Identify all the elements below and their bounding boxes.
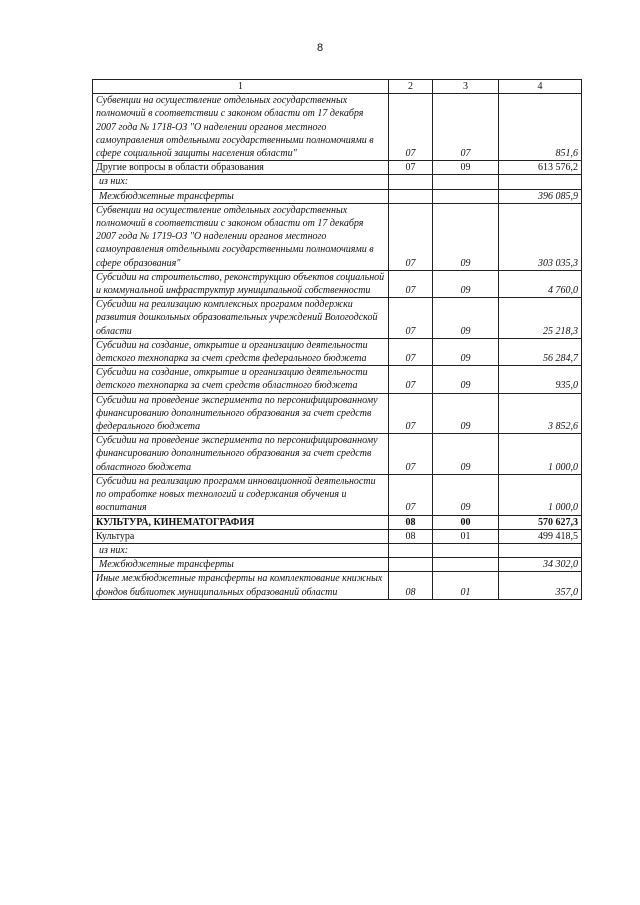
row-name-cell: Иные межбюджетные трансферты на комплектование книжных фондов библиотек муниципальных образований области <box>93 572 389 599</box>
row-subsection-cell <box>433 189 499 203</box>
table-row <box>93 175 582 189</box>
row-section-cell: 07 <box>389 270 433 297</box>
row-amount-cell: 499 418,5 <box>499 529 582 543</box>
table-row <box>93 270 582 297</box>
row-section-cell: 08 <box>389 515 433 529</box>
table-row <box>93 94 582 161</box>
table-row <box>93 572 582 599</box>
row-amount-cell: 3 852,6 <box>499 393 582 434</box>
table-row <box>93 558 582 572</box>
row-amount-cell: 1 000,0 <box>499 474 582 515</box>
row-subsection-cell: 09 <box>433 298 499 339</box>
row-section-cell: 07 <box>389 393 433 434</box>
row-amount-cell: 396 085,9 <box>499 189 582 203</box>
row-amount-cell: 935,0 <box>499 366 582 393</box>
row-name-cell: Субсидии на создание, открытие и организацию деятельности детского технопарка за счет средств областного бюджета <box>93 366 389 393</box>
row-section-cell <box>389 543 433 557</box>
row-name-cell: Субсидии на проведение эксперимента по персонифицированному финансированию дополнительного образования за счет средств федерального бюджета <box>93 393 389 434</box>
row-section-cell: 07 <box>389 366 433 393</box>
table-row <box>93 474 582 515</box>
row-section-cell: 07 <box>389 203 433 270</box>
row-subsection-cell: 01 <box>433 529 499 543</box>
row-amount-cell <box>499 175 582 189</box>
row-amount-cell: 25 218,3 <box>499 298 582 339</box>
table-row <box>93 543 582 557</box>
column-header-2: 2 <box>389 80 433 94</box>
column-header-3: 3 <box>433 80 499 94</box>
column-header-4: 4 <box>499 80 582 94</box>
table-row <box>93 298 582 339</box>
row-name-cell: Субвенции на осуществление отдельных государственных полномочий в соответствии с законом области от 17 декабря 2007 года № 1718-ОЗ "О наделении органов местного самоуправления отдельными государственными полномочиями в сфере социальной защиты населения области" <box>93 94 389 161</box>
row-amount-cell: 570 627,3 <box>499 515 582 529</box>
row-subsection-cell: 09 <box>433 203 499 270</box>
table-row <box>93 161 582 175</box>
row-amount-cell: 851,6 <box>499 94 582 161</box>
row-section-cell: 07 <box>389 474 433 515</box>
table-row <box>93 366 582 393</box>
budget-table <box>92 79 582 600</box>
row-subsection-cell: 09 <box>433 434 499 475</box>
row-name-cell: Субсидии на реализацию программ инновационной деятельности по отработке новых технологий и содержания обучения и воспитания <box>93 474 389 515</box>
row-subsection-cell: 09 <box>433 338 499 365</box>
row-name-cell: Межбюджетные трансферты <box>93 558 389 572</box>
row-section-cell: 07 <box>389 94 433 161</box>
row-name-cell: Культура <box>93 529 389 543</box>
row-amount-cell: 357,0 <box>499 572 582 599</box>
row-section-cell <box>389 189 433 203</box>
row-subsection-cell: 09 <box>433 161 499 175</box>
row-subsection-cell: 01 <box>433 572 499 599</box>
row-amount-cell: 613 576,2 <box>499 161 582 175</box>
header-row <box>93 80 582 94</box>
row-name-cell: Субсидии на строительство, реконструкцию объектов социальной и коммунальной инфраструктур муниципальной собственности <box>93 270 389 297</box>
table-row <box>93 529 582 543</box>
row-name-cell: Другие вопросы в области образования <box>93 161 389 175</box>
row-section-cell: 08 <box>389 572 433 599</box>
row-amount-cell <box>499 543 582 557</box>
row-amount-cell: 1 000,0 <box>499 434 582 475</box>
table-row <box>93 189 582 203</box>
table-row <box>93 393 582 434</box>
row-section-cell <box>389 175 433 189</box>
row-subsection-cell <box>433 175 499 189</box>
row-name-cell: Субсидии на проведение эксперимента по персонифицированному финансированию дополнительного образования за счет средств областного бюджета <box>93 434 389 475</box>
row-name-cell: КУЛЬТУРА, КИНЕМАТОГРАФИЯ <box>93 515 389 529</box>
row-subsection-cell: 09 <box>433 474 499 515</box>
row-name-cell: Субсидии на создание, открытие и организацию деятельности детского технопарка за счет средств федерального бюджета <box>93 338 389 365</box>
row-name-cell: Межбюджетные трансферты <box>93 189 389 203</box>
row-name-cell: Субвенции на осуществление отдельных государственных полномочий в соответствии с законом области от 17 декабря 2007 года № 1719-ОЗ "О наделении органов местного самоуправления отдельными государственными полномочиями в сфере образования" <box>93 203 389 270</box>
table-row <box>93 515 582 529</box>
row-amount-cell: 56 284,7 <box>499 338 582 365</box>
column-header-1: 1 <box>93 80 389 94</box>
row-name-cell: Субсидии на реализацию комплексных программ поддержки развития дошкольных образовательных учреждений Вологодской области <box>93 298 389 339</box>
row-subsection-cell <box>433 543 499 557</box>
table-row <box>93 203 582 270</box>
row-section-cell: 07 <box>389 161 433 175</box>
row-subsection-cell <box>433 558 499 572</box>
row-section-cell: 07 <box>389 434 433 475</box>
row-amount-cell: 303 035,3 <box>499 203 582 270</box>
row-section-cell: 07 <box>389 338 433 365</box>
row-subsection-cell: 09 <box>433 366 499 393</box>
row-section-cell: 07 <box>389 298 433 339</box>
row-amount-cell: 34 302,0 <box>499 558 582 572</box>
row-section-cell <box>389 558 433 572</box>
row-name-cell: из них: <box>93 543 389 557</box>
table-row <box>93 434 582 475</box>
row-amount-cell: 4 760,0 <box>499 270 582 297</box>
row-section-cell: 08 <box>389 529 433 543</box>
row-name-cell: из них: <box>93 175 389 189</box>
row-subsection-cell: 00 <box>433 515 499 529</box>
row-subsection-cell: 07 <box>433 94 499 161</box>
page-number: 8 <box>316 42 324 54</box>
row-subsection-cell: 09 <box>433 270 499 297</box>
table-row <box>93 338 582 365</box>
row-subsection-cell: 09 <box>433 393 499 434</box>
